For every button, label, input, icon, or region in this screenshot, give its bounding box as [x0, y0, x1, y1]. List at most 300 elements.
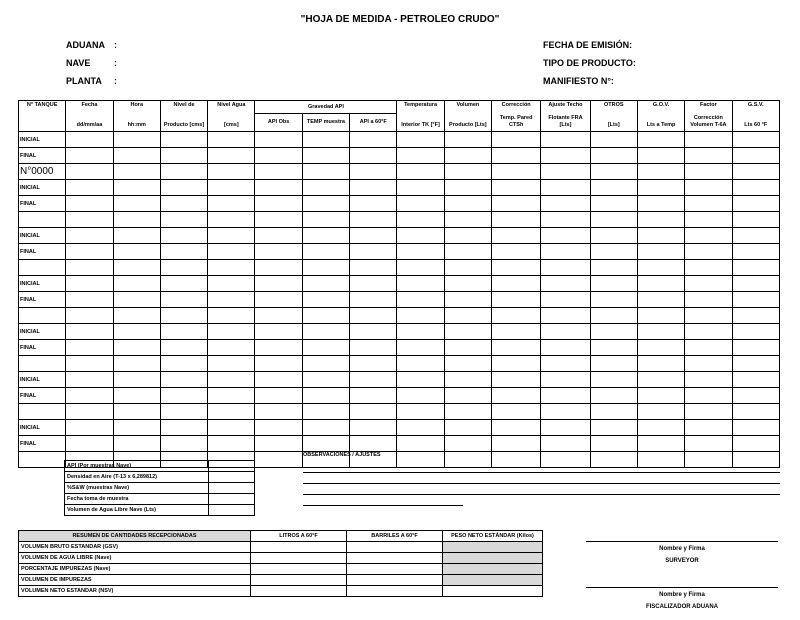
data-cell[interactable]	[66, 132, 113, 148]
data-cell[interactable]	[208, 324, 255, 340]
data-cell[interactable]	[732, 356, 779, 372]
data-cell[interactable]	[637, 276, 684, 292]
data-cell[interactable]	[113, 148, 160, 164]
data-cell[interactable]	[350, 372, 397, 388]
data-cell[interactable]	[160, 164, 207, 180]
data-cell[interactable]	[444, 452, 491, 468]
summary-cell[interactable]	[347, 542, 443, 553]
data-cell[interactable]	[590, 324, 637, 340]
data-cell[interactable]	[492, 308, 541, 324]
data-cell[interactable]	[444, 212, 491, 228]
data-cell[interactable]	[732, 452, 779, 468]
data-cell[interactable]	[590, 180, 637, 196]
data-cell[interactable]	[255, 132, 302, 148]
data-cell[interactable]	[160, 420, 207, 436]
data-cell[interactable]	[732, 308, 779, 324]
data-cell[interactable]	[732, 372, 779, 388]
data-cell[interactable]	[541, 260, 590, 276]
data-cell[interactable]	[255, 180, 302, 196]
data-cell[interactable]	[637, 164, 684, 180]
data-cell[interactable]	[492, 196, 541, 212]
data-cell[interactable]	[113, 356, 160, 372]
data-cell[interactable]	[492, 148, 541, 164]
data-cell[interactable]	[732, 276, 779, 292]
data-cell[interactable]	[255, 228, 302, 244]
data-cell[interactable]	[208, 196, 255, 212]
data-cell[interactable]	[541, 324, 590, 340]
data-cell[interactable]	[685, 292, 732, 308]
data-cell[interactable]	[66, 436, 113, 452]
data-cell[interactable]	[397, 308, 444, 324]
data-cell[interactable]	[444, 404, 491, 420]
data-cell[interactable]	[444, 260, 491, 276]
data-cell[interactable]	[66, 308, 113, 324]
data-cell[interactable]	[685, 260, 732, 276]
data-cell[interactable]	[590, 212, 637, 228]
data-cell[interactable]	[66, 180, 113, 196]
data-cell[interactable]	[637, 388, 684, 404]
data-cell[interactable]	[637, 420, 684, 436]
data-cell[interactable]	[113, 372, 160, 388]
data-cell[interactable]	[350, 196, 397, 212]
summary-cell[interactable]	[443, 542, 543, 553]
data-cell[interactable]	[255, 276, 302, 292]
data-cell[interactable]	[160, 356, 207, 372]
data-cell[interactable]	[113, 292, 160, 308]
data-cell[interactable]	[444, 324, 491, 340]
data-cell[interactable]	[541, 452, 590, 468]
data-cell[interactable]	[350, 180, 397, 196]
data-cell[interactable]	[208, 404, 255, 420]
data-cell[interactable]	[350, 132, 397, 148]
data-cell[interactable]	[208, 132, 255, 148]
data-cell[interactable]	[397, 388, 444, 404]
data-cell[interactable]	[732, 340, 779, 356]
data-cell[interactable]	[685, 132, 732, 148]
data-cell[interactable]	[350, 148, 397, 164]
data-cell[interactable]	[732, 292, 779, 308]
data-cell[interactable]	[113, 164, 160, 180]
data-cell[interactable]	[590, 372, 637, 388]
data-cell[interactable]	[732, 260, 779, 276]
data-cell[interactable]	[492, 404, 541, 420]
data-cell[interactable]	[732, 180, 779, 196]
data-cell[interactable]	[444, 340, 491, 356]
data-cell[interactable]	[541, 292, 590, 308]
data-cell[interactable]	[350, 292, 397, 308]
data-cell[interactable]	[397, 356, 444, 372]
data-cell[interactable]	[208, 260, 255, 276]
data-cell[interactable]	[637, 212, 684, 228]
data-cell[interactable]	[397, 132, 444, 148]
data-cell[interactable]	[590, 276, 637, 292]
data-cell[interactable]	[66, 372, 113, 388]
data-cell[interactable]	[685, 420, 732, 436]
data-cell[interactable]	[685, 372, 732, 388]
data-cell[interactable]	[160, 148, 207, 164]
api-row-value[interactable]	[209, 505, 255, 516]
data-cell[interactable]	[685, 228, 732, 244]
data-cell[interactable]	[541, 308, 590, 324]
data-cell[interactable]	[160, 244, 207, 260]
data-cell[interactable]	[66, 228, 113, 244]
data-cell[interactable]	[732, 244, 779, 260]
data-cell[interactable]	[302, 356, 349, 372]
data-cell[interactable]	[492, 372, 541, 388]
data-cell[interactable]	[541, 196, 590, 212]
data-cell[interactable]	[732, 388, 779, 404]
summary-cell[interactable]	[347, 553, 443, 564]
summary-cell[interactable]	[347, 575, 443, 586]
data-cell[interactable]	[637, 372, 684, 388]
data-cell[interactable]	[637, 260, 684, 276]
data-cell[interactable]	[255, 388, 302, 404]
summary-cell[interactable]	[251, 553, 347, 564]
data-cell[interactable]	[444, 196, 491, 212]
data-cell[interactable]	[590, 164, 637, 180]
data-cell[interactable]	[541, 212, 590, 228]
data-cell[interactable]	[397, 324, 444, 340]
data-cell[interactable]	[113, 420, 160, 436]
data-cell[interactable]	[66, 324, 113, 340]
data-cell[interactable]	[541, 244, 590, 260]
data-cell[interactable]	[444, 244, 491, 260]
data-cell[interactable]	[350, 356, 397, 372]
data-cell[interactable]	[590, 196, 637, 212]
api-row-value[interactable]	[209, 461, 255, 472]
data-cell[interactable]	[160, 132, 207, 148]
data-cell[interactable]	[66, 260, 113, 276]
data-cell[interactable]	[590, 388, 637, 404]
data-cell[interactable]	[255, 452, 302, 468]
data-cell[interactable]	[637, 324, 684, 340]
data-cell[interactable]	[350, 340, 397, 356]
data-cell[interactable]	[444, 420, 491, 436]
data-cell[interactable]	[637, 196, 684, 212]
data-cell[interactable]	[255, 356, 302, 372]
summary-cell[interactable]	[251, 542, 347, 553]
data-cell[interactable]	[302, 388, 349, 404]
data-cell[interactable]	[397, 244, 444, 260]
data-cell[interactable]	[492, 356, 541, 372]
api-row-value[interactable]	[209, 483, 255, 494]
data-cell[interactable]	[302, 164, 349, 180]
data-cell[interactable]	[444, 436, 491, 452]
data-cell[interactable]	[160, 228, 207, 244]
data-cell[interactable]	[492, 324, 541, 340]
data-cell[interactable]	[444, 276, 491, 292]
data-cell[interactable]	[637, 132, 684, 148]
data-cell[interactable]	[637, 452, 684, 468]
data-cell[interactable]	[444, 388, 491, 404]
data-cell[interactable]	[637, 244, 684, 260]
data-cell[interactable]	[350, 420, 397, 436]
data-cell[interactable]	[541, 180, 590, 196]
data-cell[interactable]	[637, 180, 684, 196]
data-cell[interactable]	[160, 324, 207, 340]
data-cell[interactable]	[255, 212, 302, 228]
data-cell[interactable]	[350, 164, 397, 180]
data-cell[interactable]	[637, 148, 684, 164]
data-cell[interactable]	[444, 308, 491, 324]
summary-cell[interactable]	[251, 564, 347, 575]
data-cell[interactable]	[732, 196, 779, 212]
data-cell[interactable]	[160, 180, 207, 196]
data-cell[interactable]	[255, 148, 302, 164]
data-cell[interactable]	[492, 276, 541, 292]
data-cell[interactable]	[160, 196, 207, 212]
data-cell[interactable]	[492, 420, 541, 436]
data-cell[interactable]	[541, 420, 590, 436]
data-cell[interactable]	[637, 308, 684, 324]
data-cell[interactable]	[350, 324, 397, 340]
data-cell[interactable]	[590, 292, 637, 308]
data-cell[interactable]	[113, 340, 160, 356]
data-cell[interactable]	[113, 436, 160, 452]
data-cell[interactable]	[590, 340, 637, 356]
data-cell[interactable]	[492, 180, 541, 196]
data-cell[interactable]	[302, 308, 349, 324]
data-cell[interactable]	[492, 292, 541, 308]
data-cell[interactable]	[113, 212, 160, 228]
data-cell[interactable]	[492, 244, 541, 260]
observaciones-line[interactable]	[303, 483, 780, 484]
data-cell[interactable]	[492, 452, 541, 468]
data-cell[interactable]	[302, 132, 349, 148]
api-row-value[interactable]	[209, 472, 255, 483]
data-cell[interactable]	[732, 324, 779, 340]
data-cell[interactable]	[350, 436, 397, 452]
summary-cell[interactable]	[347, 564, 443, 575]
data-cell[interactable]	[541, 404, 590, 420]
data-cell[interactable]	[590, 308, 637, 324]
data-cell[interactable]	[732, 420, 779, 436]
data-cell[interactable]	[444, 228, 491, 244]
observaciones-line[interactable]	[303, 472, 780, 473]
data-cell[interactable]	[160, 260, 207, 276]
data-cell[interactable]	[302, 180, 349, 196]
data-cell[interactable]	[302, 420, 349, 436]
data-cell[interactable]	[637, 228, 684, 244]
data-cell[interactable]	[397, 436, 444, 452]
data-cell[interactable]	[541, 132, 590, 148]
data-cell[interactable]	[444, 372, 491, 388]
data-cell[interactable]	[397, 164, 444, 180]
data-cell[interactable]	[255, 244, 302, 260]
data-cell[interactable]	[541, 388, 590, 404]
data-cell[interactable]	[255, 404, 302, 420]
data-cell[interactable]	[590, 132, 637, 148]
data-cell[interactable]	[541, 356, 590, 372]
data-cell[interactable]	[685, 308, 732, 324]
data-cell[interactable]	[113, 180, 160, 196]
data-cell[interactable]	[350, 212, 397, 228]
data-cell[interactable]	[590, 436, 637, 452]
data-cell[interactable]	[208, 244, 255, 260]
data-cell[interactable]	[302, 148, 349, 164]
data-cell[interactable]	[350, 308, 397, 324]
data-cell[interactable]	[255, 340, 302, 356]
data-cell[interactable]	[255, 196, 302, 212]
data-cell[interactable]	[590, 452, 637, 468]
data-cell[interactable]	[685, 148, 732, 164]
data-cell[interactable]	[685, 180, 732, 196]
data-cell[interactable]	[397, 228, 444, 244]
data-cell[interactable]	[397, 212, 444, 228]
data-cell[interactable]	[160, 212, 207, 228]
data-cell[interactable]	[732, 132, 779, 148]
data-cell[interactable]	[397, 420, 444, 436]
data-cell[interactable]	[397, 196, 444, 212]
data-cell[interactable]	[397, 292, 444, 308]
data-cell[interactable]	[732, 164, 779, 180]
data-cell[interactable]	[160, 436, 207, 452]
data-cell[interactable]	[444, 132, 491, 148]
data-cell[interactable]	[444, 356, 491, 372]
data-cell[interactable]	[590, 228, 637, 244]
data-cell[interactable]	[444, 148, 491, 164]
data-cell[interactable]	[541, 340, 590, 356]
data-cell[interactable]	[113, 324, 160, 340]
summary-cell[interactable]	[347, 586, 443, 597]
data-cell[interactable]	[66, 148, 113, 164]
data-cell[interactable]	[350, 260, 397, 276]
data-cell[interactable]	[492, 260, 541, 276]
data-cell[interactable]	[66, 292, 113, 308]
data-cell[interactable]	[208, 148, 255, 164]
data-cell[interactable]	[397, 180, 444, 196]
data-cell[interactable]	[685, 196, 732, 212]
data-cell[interactable]	[302, 340, 349, 356]
data-cell[interactable]	[255, 324, 302, 340]
data-cell[interactable]	[685, 324, 732, 340]
data-cell[interactable]	[302, 244, 349, 260]
data-cell[interactable]	[160, 340, 207, 356]
data-cell[interactable]	[492, 340, 541, 356]
data-cell[interactable]	[113, 228, 160, 244]
data-cell[interactable]	[685, 164, 732, 180]
data-cell[interactable]	[444, 292, 491, 308]
data-cell[interactable]	[492, 132, 541, 148]
data-cell[interactable]	[66, 276, 113, 292]
observaciones-line[interactable]	[303, 505, 463, 506]
data-cell[interactable]	[160, 404, 207, 420]
data-cell[interactable]	[492, 436, 541, 452]
data-cell[interactable]	[208, 180, 255, 196]
data-cell[interactable]	[208, 308, 255, 324]
summary-cell[interactable]	[443, 586, 543, 597]
data-cell[interactable]	[541, 276, 590, 292]
data-cell[interactable]	[255, 292, 302, 308]
data-cell[interactable]	[444, 180, 491, 196]
data-cell[interactable]	[208, 372, 255, 388]
observaciones-line[interactable]	[303, 494, 780, 495]
data-cell[interactable]	[208, 212, 255, 228]
data-cell[interactable]	[637, 436, 684, 452]
data-cell[interactable]	[208, 356, 255, 372]
data-cell[interactable]	[350, 244, 397, 260]
data-cell[interactable]	[397, 340, 444, 356]
data-cell[interactable]	[66, 196, 113, 212]
data-cell[interactable]	[541, 164, 590, 180]
data-cell[interactable]	[113, 132, 160, 148]
summary-cell[interactable]	[443, 575, 543, 586]
data-cell[interactable]	[685, 356, 732, 372]
data-cell[interactable]	[350, 404, 397, 420]
data-cell[interactable]	[208, 340, 255, 356]
data-cell[interactable]	[208, 388, 255, 404]
data-cell[interactable]	[160, 372, 207, 388]
signature-line-surveyor[interactable]	[586, 541, 778, 542]
data-cell[interactable]	[492, 212, 541, 228]
data-cell[interactable]	[66, 420, 113, 436]
data-cell[interactable]	[590, 356, 637, 372]
data-cell[interactable]	[444, 164, 491, 180]
data-cell[interactable]	[302, 324, 349, 340]
data-cell[interactable]	[302, 212, 349, 228]
data-cell[interactable]	[637, 292, 684, 308]
data-cell[interactable]	[732, 148, 779, 164]
data-cell[interactable]	[302, 436, 349, 452]
data-cell[interactable]	[732, 228, 779, 244]
data-cell[interactable]	[541, 228, 590, 244]
data-cell[interactable]	[637, 340, 684, 356]
data-cell[interactable]	[637, 356, 684, 372]
data-cell[interactable]	[113, 244, 160, 260]
data-cell[interactable]	[66, 388, 113, 404]
data-cell[interactable]	[208, 420, 255, 436]
data-cell[interactable]	[732, 436, 779, 452]
data-cell[interactable]	[397, 372, 444, 388]
data-cell[interactable]	[397, 404, 444, 420]
data-cell[interactable]	[732, 212, 779, 228]
data-cell[interactable]	[350, 388, 397, 404]
data-cell[interactable]	[66, 244, 113, 260]
summary-cell[interactable]	[443, 553, 543, 564]
data-cell[interactable]	[732, 404, 779, 420]
data-cell[interactable]	[685, 452, 732, 468]
data-cell[interactable]	[66, 404, 113, 420]
data-cell[interactable]	[492, 164, 541, 180]
data-cell[interactable]	[492, 228, 541, 244]
data-cell[interactable]	[302, 372, 349, 388]
data-cell[interactable]	[255, 436, 302, 452]
summary-cell[interactable]	[251, 575, 347, 586]
data-cell[interactable]	[397, 260, 444, 276]
data-cell[interactable]	[590, 420, 637, 436]
data-cell[interactable]	[255, 164, 302, 180]
data-cell[interactable]	[66, 340, 113, 356]
data-cell[interactable]	[685, 276, 732, 292]
data-cell[interactable]	[66, 212, 113, 228]
data-cell[interactable]	[541, 148, 590, 164]
summary-cell[interactable]	[443, 564, 543, 575]
summary-cell[interactable]	[251, 586, 347, 597]
data-cell[interactable]	[160, 388, 207, 404]
data-cell[interactable]	[255, 308, 302, 324]
data-cell[interactable]	[66, 164, 113, 180]
data-cell[interactable]	[685, 404, 732, 420]
data-cell[interactable]	[160, 292, 207, 308]
data-cell[interactable]	[685, 388, 732, 404]
data-cell[interactable]	[255, 260, 302, 276]
data-cell[interactable]	[492, 388, 541, 404]
data-cell[interactable]	[350, 228, 397, 244]
data-cell[interactable]	[160, 276, 207, 292]
data-cell[interactable]	[685, 212, 732, 228]
data-cell[interactable]	[255, 372, 302, 388]
data-cell[interactable]	[113, 308, 160, 324]
